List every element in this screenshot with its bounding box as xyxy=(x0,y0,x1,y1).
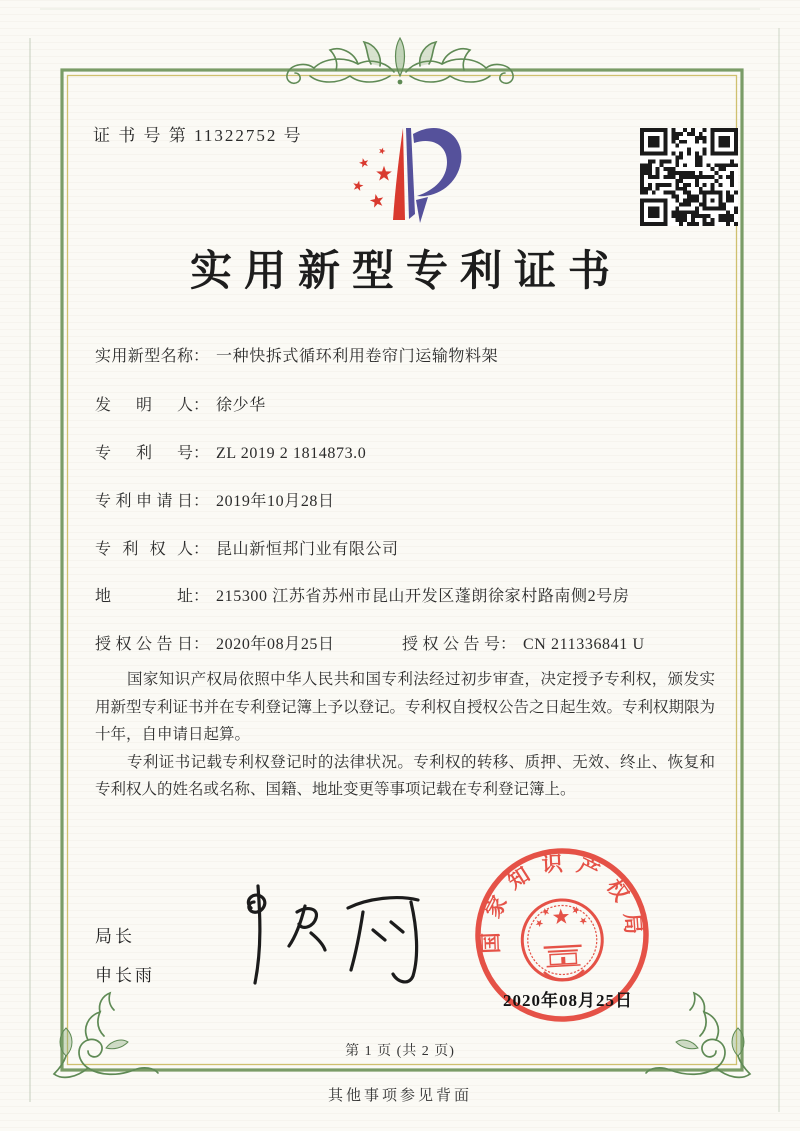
field-label: 授权公告号 xyxy=(402,636,500,653)
field-colon: ： xyxy=(193,493,210,510)
field-colon: ： xyxy=(193,445,210,462)
field-colon: ： xyxy=(193,636,210,653)
field-value: 2019年10月28日 xyxy=(216,493,335,510)
field-colon: ： xyxy=(193,541,210,558)
field-pair-grant-number xyxy=(402,631,645,654)
seal-ring-text: 国家知识产权局 xyxy=(478,850,646,954)
field-value: 215300 江苏省苏州市昆山开发区蓬朗徐家村路南侧2号房 xyxy=(216,588,630,605)
field-label: 发明人 xyxy=(95,397,193,414)
seal-date: 2020年08月25日 xyxy=(503,991,633,1010)
field-label: 实用新型名称 xyxy=(95,348,193,365)
field-row-filing-date xyxy=(95,488,335,511)
cnipa-logo-icon xyxy=(335,110,485,240)
field-value: 2020年08月25日 xyxy=(216,636,335,653)
officer-name: 申长雨 xyxy=(95,966,155,985)
certificate-title: 实用新型专利证书 xyxy=(189,249,622,295)
page-indicator: 第 1 页 (共 2 页) xyxy=(345,1044,455,1059)
legal-text-section xyxy=(95,666,715,804)
field-row-patent-no xyxy=(95,440,366,463)
logo-p-mark xyxy=(406,128,461,223)
field-value: 一种快拆式循环利用卷帘门运输物料架 xyxy=(216,348,499,365)
back-note: 其他事项参见背面 xyxy=(327,1088,472,1104)
legal-paragraph: 国家知识产权局依照中华人民共和国专利法经过初步审查，决定授予专利权，颁发实用新型专利证书并在专利登记簿上予以登记。专利权自授权公告之日起生效。专利权期限为十年，自申请日起算。 xyxy=(95,671,716,743)
logo-stars xyxy=(352,147,392,208)
qr-code xyxy=(640,128,738,226)
certificate-number: 证 书 号 第 11322752 号 xyxy=(93,126,303,145)
field-colon: ： xyxy=(193,588,210,605)
field-label: 专利权人 xyxy=(95,541,193,558)
field-label: 专利号 xyxy=(95,445,193,462)
field-row-grant xyxy=(95,631,645,654)
field-colon: ： xyxy=(500,636,517,653)
field-value: ZL 2019 2 1814873.0 xyxy=(216,445,367,462)
seal-national-emblem xyxy=(520,898,604,982)
officer-title: 局长 xyxy=(95,927,135,946)
field-value: CN 211336841 U xyxy=(523,636,645,653)
field-value: 徐少华 xyxy=(216,397,266,414)
field-row-patentee xyxy=(95,536,399,559)
field-label: 授权公告日 xyxy=(95,636,193,653)
field-label: 专利申请日 xyxy=(95,493,193,510)
officer-block xyxy=(95,922,155,986)
field-colon: ： xyxy=(193,348,210,365)
field-row-name xyxy=(95,343,498,366)
logo-red-wedge xyxy=(393,128,405,220)
legal-paragraph: 专利证书记载专利权登记时的法律状况。专利权的转移、质押、无效、终止、恢复和专利权人的姓名或名称、国籍、地址变更等事项记载在专利登记簿上。 xyxy=(95,753,715,798)
border-ornament-top-center xyxy=(287,38,513,84)
director-signature-icon xyxy=(213,878,448,998)
field-label: 地址 xyxy=(95,588,193,605)
field-colon: ： xyxy=(193,397,210,414)
field-row-address xyxy=(95,583,629,606)
field-row-inventor xyxy=(95,392,266,415)
field-value: 昆山新恒邦门业有限公司 xyxy=(216,541,399,558)
